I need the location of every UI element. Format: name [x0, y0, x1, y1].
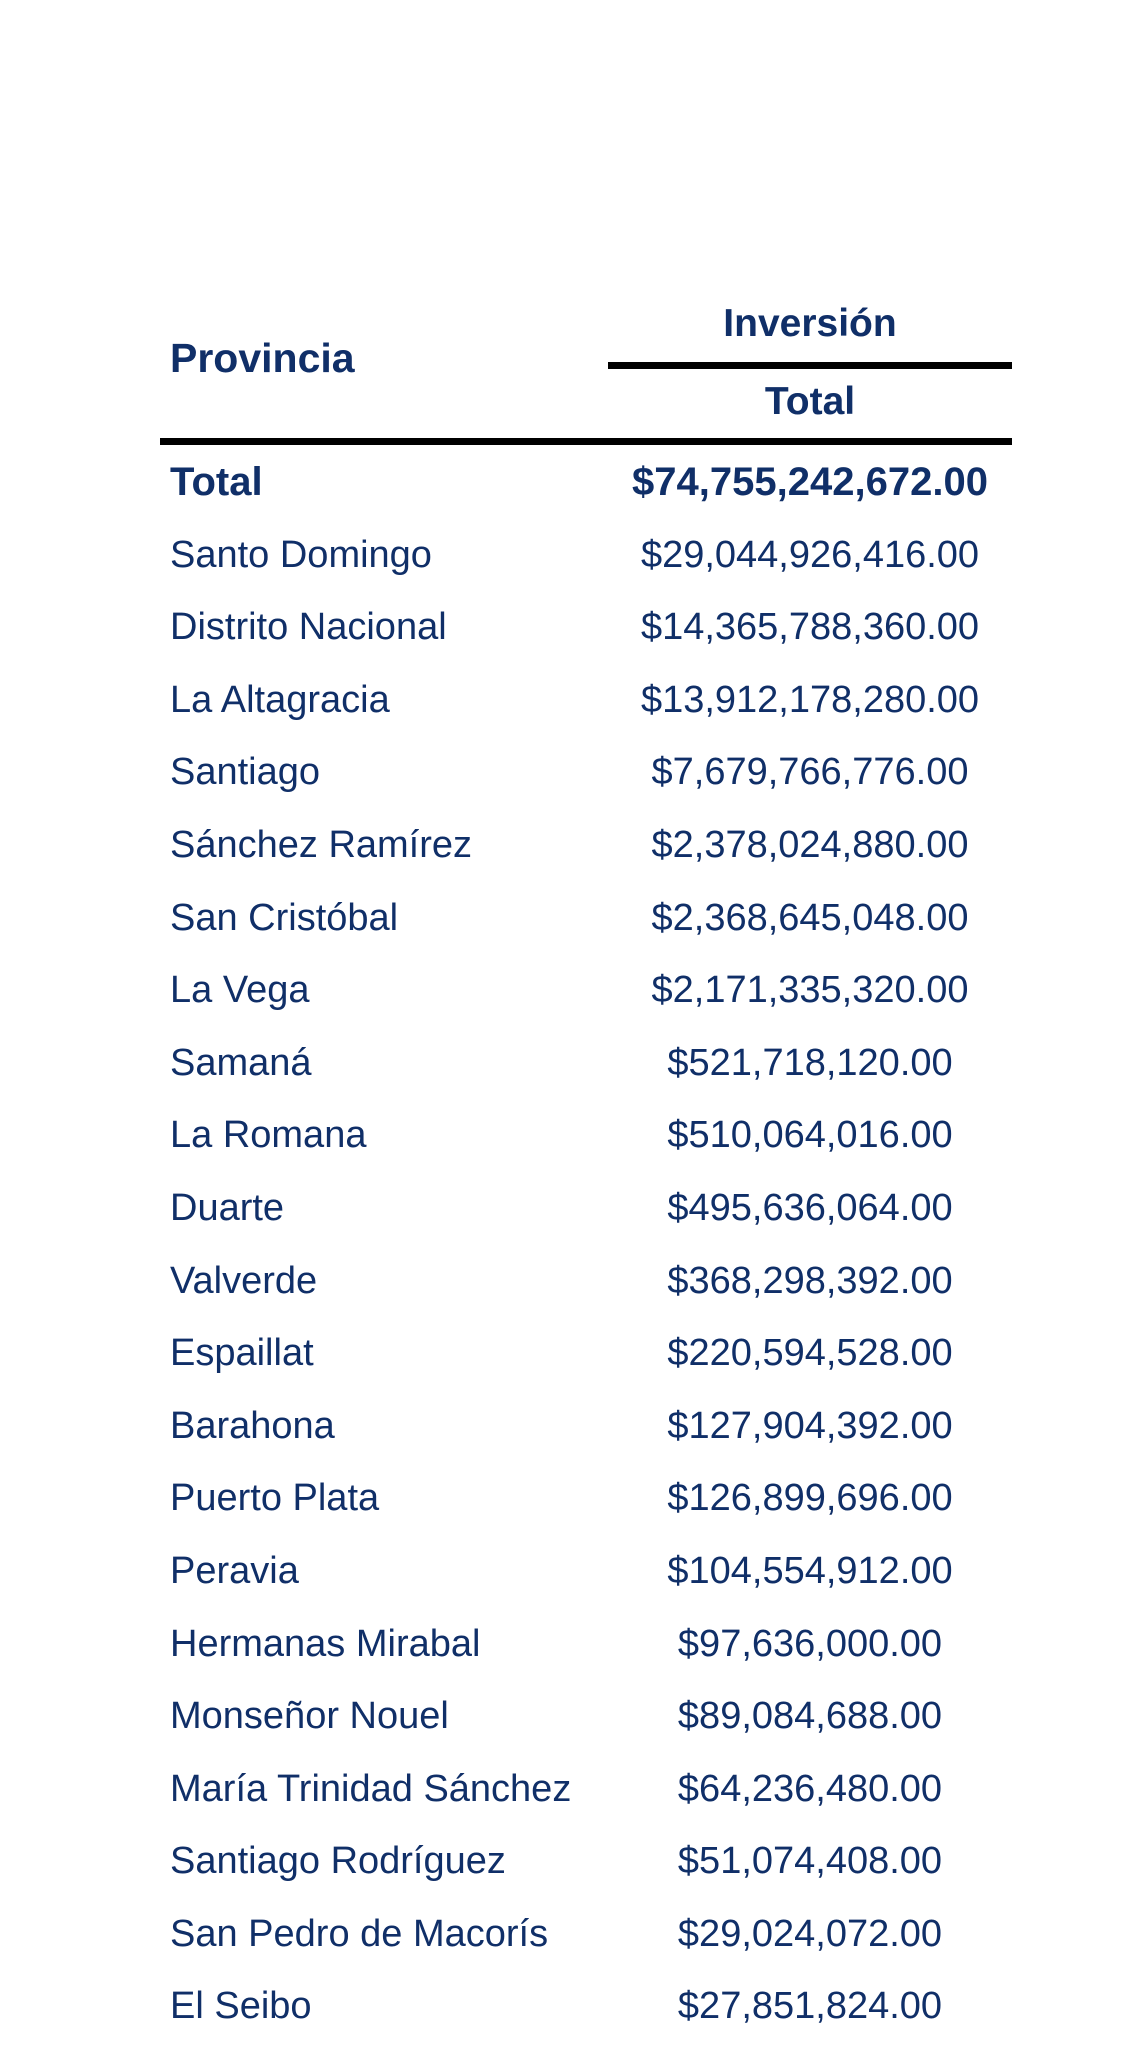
- province-name: Santiago Rodríguez: [170, 1840, 506, 1883]
- table-row: [160, 1680, 1012, 1753]
- table-row: [160, 1970, 1012, 2043]
- province-investment: $89,084,688.00: [677, 1695, 943, 1738]
- province-investment: $14,365,788,360.00: [640, 606, 980, 649]
- table-row: [160, 591, 1012, 664]
- province-name: Monseñor Nouel: [170, 1695, 449, 1738]
- province-investment: $521,718,120.00: [667, 1041, 953, 1084]
- province-investment: $51,074,408.00: [677, 1840, 943, 1883]
- province-name: Hermanas Mirabal: [170, 1622, 481, 1665]
- province-name: La Vega: [170, 969, 310, 1012]
- table-row: [160, 882, 1012, 955]
- table-row: [160, 1898, 1012, 1971]
- province-name: Santo Domingo: [170, 533, 432, 576]
- table-row: [160, 1608, 1012, 1681]
- province-investment: $29,024,072.00: [677, 1912, 943, 1955]
- province-name: Valverde: [170, 1259, 318, 1302]
- table-row: [160, 1317, 1012, 1390]
- province-name: Espaillat: [170, 1332, 314, 1375]
- province-name: Peravia: [170, 1549, 299, 1592]
- province-investment: $2,378,024,880.00: [651, 823, 969, 866]
- province-name: San Cristóbal: [170, 896, 399, 939]
- province-name: Samaná: [170, 1041, 312, 1084]
- province-investment: $97,636,000.00: [677, 1622, 943, 1665]
- table-row: [160, 1172, 1012, 1245]
- province-name: Sánchez Ramírez: [170, 823, 473, 866]
- table-row: [160, 1099, 1012, 1172]
- province-name: Santiago: [170, 751, 321, 794]
- province-investment: $127,904,392.00: [667, 1404, 953, 1447]
- table-row: [160, 1535, 1012, 1608]
- table-row: [160, 809, 1012, 882]
- province-name: Barahona: [170, 1404, 335, 1447]
- province-investment: $13,912,178,280.00: [640, 678, 980, 721]
- table-row: [160, 1825, 1012, 1898]
- province-name: La Romana: [170, 1114, 367, 1157]
- table-row: [160, 1462, 1012, 1535]
- province-investment: $2,368,645,048.00: [651, 896, 969, 939]
- total-row: [160, 446, 1012, 519]
- province-investment: $104,554,912.00: [667, 1549, 953, 1592]
- table-row: [160, 954, 1012, 1027]
- province-investment: $7,679,766,776.00: [651, 751, 969, 794]
- table-row: [160, 664, 1012, 737]
- province-investment: $27,851,824.00: [677, 1985, 943, 2028]
- table-row: [160, 1753, 1012, 1826]
- total-row-label: Total: [170, 460, 263, 504]
- table-divider: [160, 438, 1012, 445]
- province-name: Duarte: [170, 1186, 285, 1229]
- province-investment: $510,064,016.00: [667, 1114, 953, 1157]
- investment-table: [160, 290, 1012, 2043]
- province-investment: $64,236,480.00: [677, 1767, 943, 1810]
- province-name: La Altagracia: [170, 678, 390, 721]
- province-name: Puerto Plata: [170, 1477, 380, 1520]
- column-header-province: Provincia: [170, 335, 355, 381]
- province-name: El Seibo: [170, 1985, 312, 2028]
- province-investment: $29,044,926,416.00: [640, 533, 980, 576]
- table-row: [160, 1027, 1012, 1100]
- province-investment: $368,298,392.00: [667, 1259, 953, 1302]
- province-investment: $126,899,696.00: [667, 1477, 953, 1520]
- province-investment: $220,594,528.00: [667, 1332, 953, 1375]
- table-body: [160, 446, 1012, 2043]
- province-name: San Pedro de Macorís: [170, 1912, 549, 1955]
- header-divider: [608, 362, 1012, 369]
- table-header: [160, 290, 1012, 446]
- table-row: [160, 736, 1012, 809]
- table-row: [160, 1245, 1012, 1318]
- table-row: [160, 519, 1012, 592]
- column-header-total: Total: [764, 380, 856, 423]
- province-investment: $495,636,064.00: [667, 1186, 953, 1229]
- province-investment: $2,171,335,320.00: [651, 969, 969, 1012]
- province-name: María Trinidad Sánchez: [170, 1767, 572, 1810]
- total-row-value: $74,755,242,672.00: [632, 460, 988, 504]
- table-row: [160, 1390, 1012, 1463]
- column-header-investment: Inversión: [723, 302, 897, 345]
- province-name: Distrito Nacional: [170, 606, 447, 649]
